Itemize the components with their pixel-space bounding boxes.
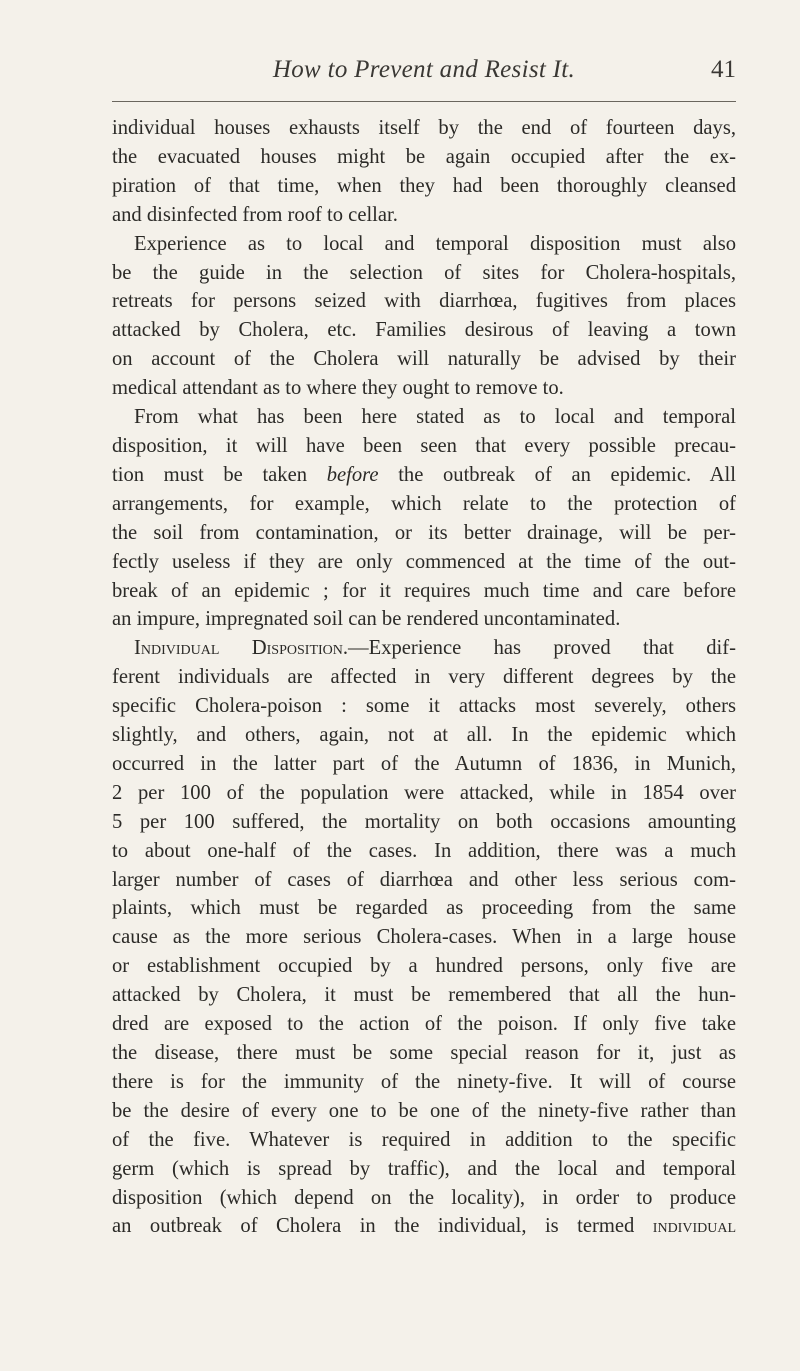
emphasis-text: before (326, 463, 379, 486)
text-line: piration of that time, when they had been thoroughly cleansed (112, 174, 736, 197)
text-line: 5 per 100 suffered, the mortality on both occasions amounting (112, 810, 736, 833)
text-segment: From what has been here stated as to local and temporal (134, 406, 736, 429)
text-line: ferent individuals are affected in very different degrees by the (112, 666, 736, 689)
text-line: the evacuated houses might be again occupied after the ex- (112, 145, 736, 168)
text-line: be the desire of every one to be one of the ninety-five rather than (112, 1099, 736, 1122)
text-line (112, 432, 736, 461)
text-line: the soil from contamination, or its better drainage, will be per- (112, 521, 736, 544)
text-line: larger number of cases of diarrhœa and other less serious com- (112, 868, 736, 891)
body-text (112, 114, 736, 1241)
text-line: individual houses exhausts itself by the end of fourteen days, (112, 117, 736, 139)
text-segment: .—Experience has proved that dif- (342, 637, 736, 660)
text-line: occurred in the latter part of the Autumn of 1836, in Munich, (112, 752, 736, 775)
text-line (112, 634, 736, 663)
text-line: the disease, there must be some special reason for it, just as (112, 1042, 736, 1064)
term-text: individual (652, 1215, 736, 1238)
text-line: of the five. Whatever is required in addition to the specific (112, 1128, 736, 1151)
text-line: arrangements, for example, which relate to the protection of (112, 492, 736, 515)
text-line: and disinfected from roof to cellar. (112, 203, 398, 226)
text-line: 2 per 100 of the population were attacked, while in 1854 over (112, 781, 736, 804)
text-segment: tion must be taken (112, 463, 327, 486)
text-line: Experience as to local and temporal disposition must also (134, 232, 736, 255)
text-line: attacked by Cholera, etc. Families desirous of leaving a town (112, 319, 736, 342)
text-line: break of an epidemic ; for it requires much time and care before (112, 579, 736, 602)
section-heading: Individual Disposition (134, 637, 343, 660)
text-line: medical attendant as to where they ought to remove to. (112, 377, 564, 400)
text-segment: disposition, it will have been seen that every possible precau- (112, 434, 736, 457)
page-header (112, 48, 736, 90)
text-line: disposition (which depend on the locality), in order to produce (112, 1186, 736, 1209)
text-line: fectly useless if they are only commenced at the time of the out- (112, 550, 736, 573)
text-line: germ (which is spread by traffic), and the local and temporal (112, 1157, 736, 1180)
text-line: an impure, impregnated soil can be rendered uncontaminated. (112, 608, 621, 631)
text-line: cause as the more serious Cholera-cases. When in a large house (112, 926, 736, 949)
text-line: on account of the Cholera will naturally be advised by their (112, 348, 736, 371)
text-line (112, 1212, 736, 1241)
text-line: be the guide in the selection of sites for Cholera-hospitals, (112, 261, 736, 284)
text-line: slightly, and others, again, not at all. In the epidemic which (112, 724, 736, 747)
text-line: retreats for persons seized with diarrhœa, fugitives from places (112, 290, 736, 313)
page-number: 41 (711, 56, 736, 83)
text-line: to about one-half of the cases. In addition, there was a much (112, 839, 736, 862)
text-line: plaints, which must be regarded as proceeding from the same (112, 897, 736, 920)
text-line: specific Cholera-poison : some it attacks most severely, others (112, 695, 736, 718)
text-segment: the outbreak of an epidemic. All (378, 463, 736, 486)
running-title: How to Prevent and Resist It. (272, 56, 576, 83)
text-line (112, 461, 736, 490)
text-line (112, 403, 736, 432)
text-line: or establishment occupied by a hundred persons, only five are (112, 955, 736, 978)
text-segment: an outbreak of Cholera in the individual, is termed (112, 1215, 653, 1238)
text-line: dred are exposed to the action of the poison. If only five take (112, 1013, 736, 1036)
text-line: attacked by Cholera, it must be remembered that all the hun- (112, 984, 736, 1007)
header-rule (112, 101, 736, 102)
text-line: there is for the immunity of the ninety-five. It will of course (112, 1070, 736, 1093)
